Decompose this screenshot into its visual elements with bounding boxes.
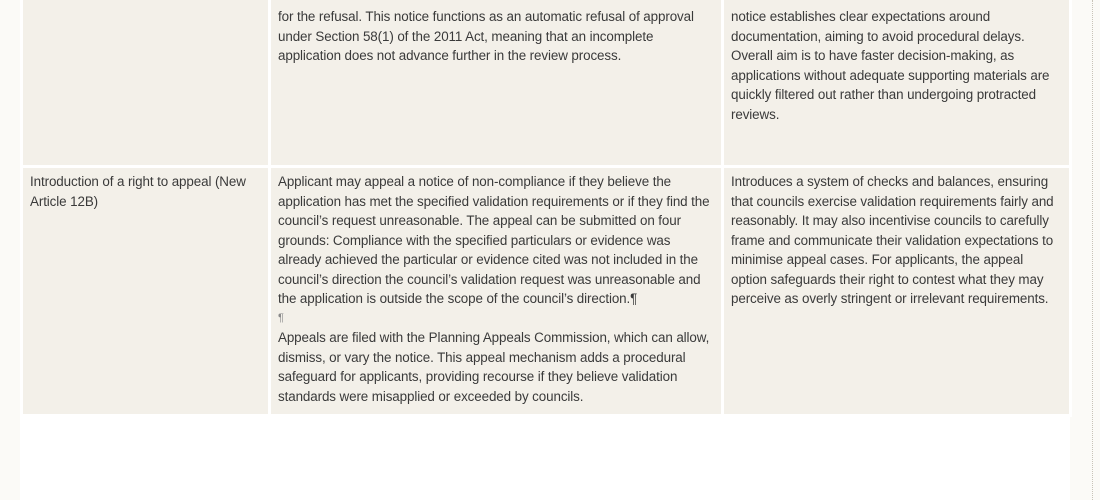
description-paragraph: for the refusal. This notice functions as an automatic refusal of approval under Section 58(1) of the 2011 Act, meaning that an incomplete application does not advance further in the review process. xyxy=(278,9,694,63)
description-cell xyxy=(270,0,723,167)
legislation-table xyxy=(20,0,1072,417)
description-paragraph: Applicant may appeal a notice of non-compliance if they believe the application has met the specified validation requirements or if they find the council’s request unreasonable. The appeal can be submitted on four grounds: Compliance with the specified particulars or evidence was already achieved the particular or evidence cited was not included in the council’s direction the council’s validation request was unreasonable and the application is outside the scope of the council’s direction.¶ xyxy=(278,174,710,306)
impact-cell: Introduces a system of checks and balances, ensuring that councils exercise validation requirements fairly and reasonably. It may also incentivise councils to carefully frame and communicate their validation expectations to minimise appeal cases. For applicants, the appeal option safeguards their right to contest what they may perceive as overly stringent or irrelevant requirements. xyxy=(723,167,1071,416)
table-row xyxy=(22,167,1071,416)
table-row xyxy=(22,0,1071,167)
left-margin xyxy=(0,0,20,500)
right-margin xyxy=(1070,0,1100,500)
description-cell xyxy=(270,167,723,416)
provision-cell: Introduction of a right to appeal (New Article 12B) xyxy=(22,167,270,416)
provision-cell xyxy=(22,0,270,167)
description-paragraph: Appeals are filed with the Planning Appeals Commission, which can allow, dismiss, or vary the notice. This appeal mechanism adds a procedural safeguard for applicants, providing recourse if they believe validation standards were misapplied or exceeded by councils. xyxy=(278,330,710,404)
impact-cell: notice establishes clear expectations around documentation, aiming to avoid procedural delays. Overall aim is to have faster decision-making, as applications without adequate supporting materials are quickly filtered out rather than undergoing protracted reviews. xyxy=(723,0,1071,167)
paragraph-mark: ¶ xyxy=(278,311,284,324)
